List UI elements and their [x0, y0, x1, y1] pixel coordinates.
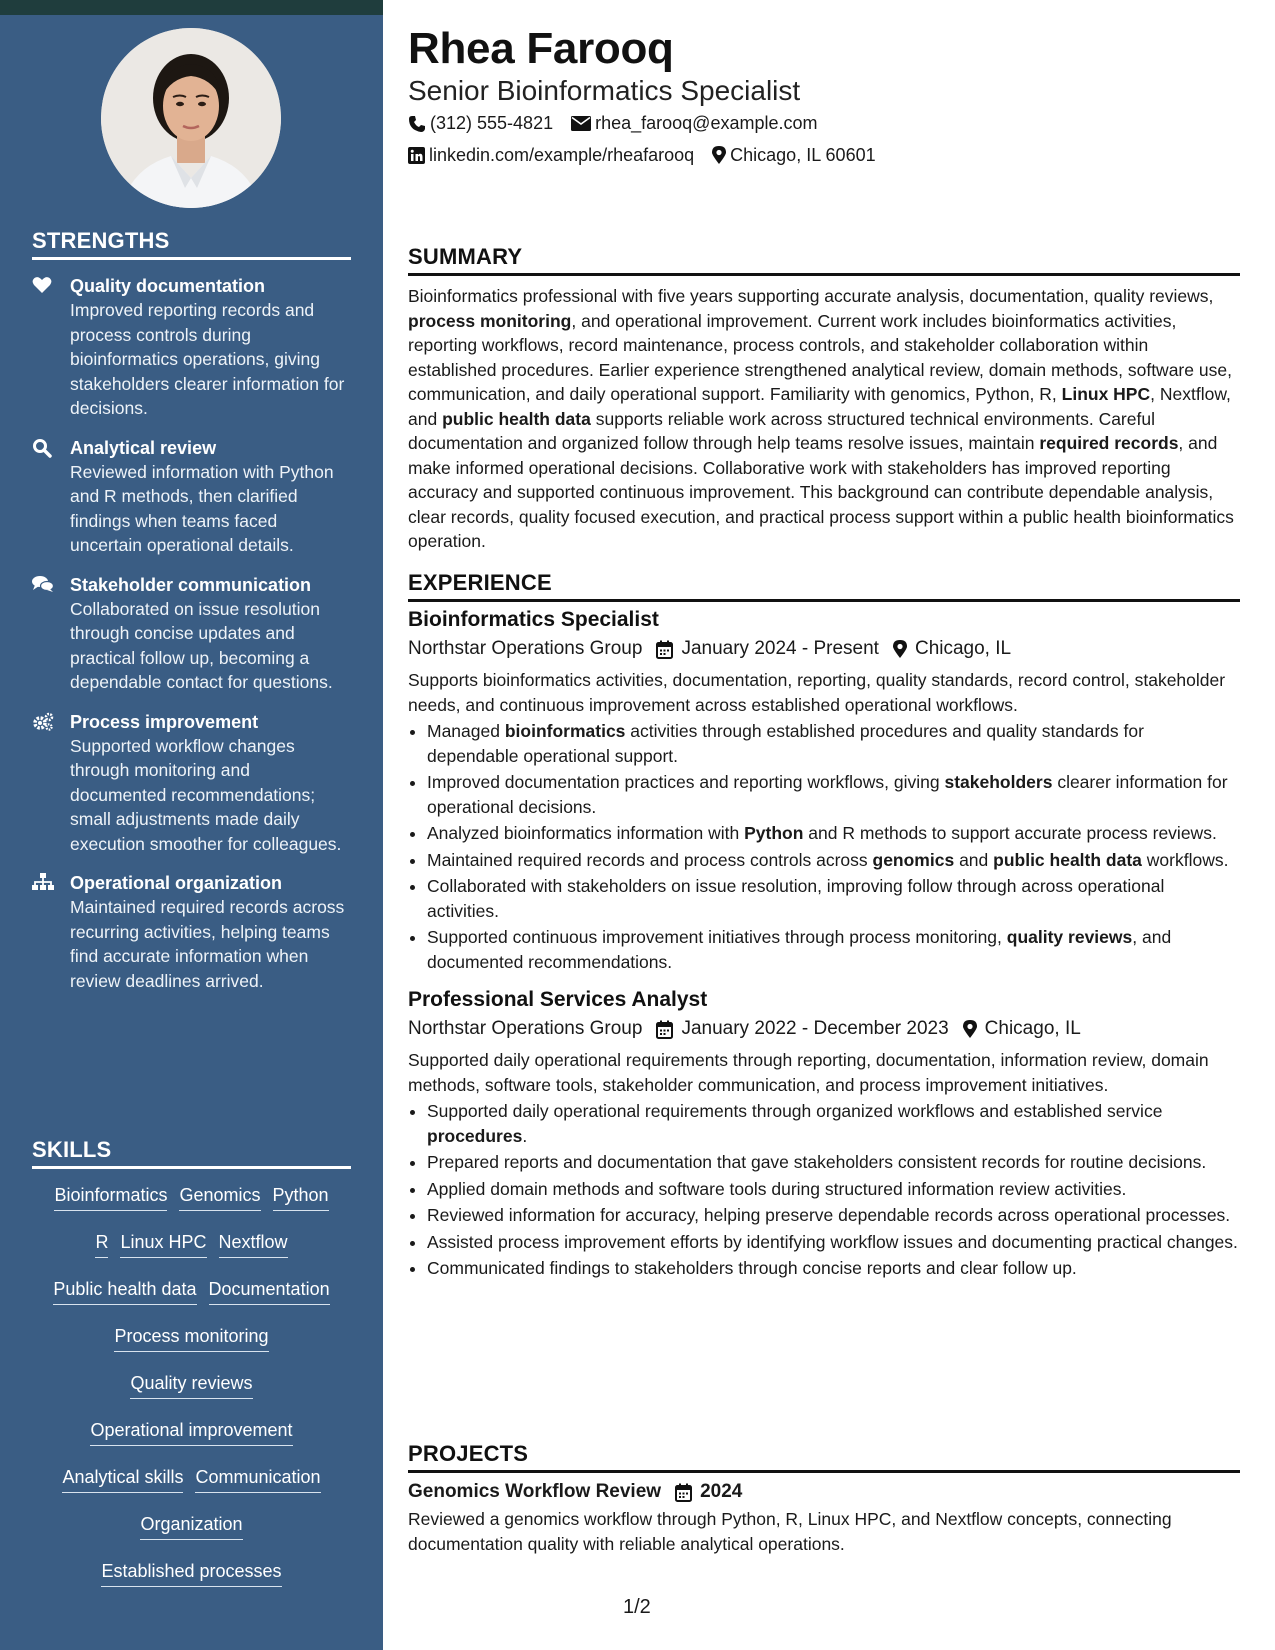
- text-run: workflows.: [1141, 849, 1229, 870]
- skill-chip: Nextflow: [219, 1230, 288, 1258]
- phone-icon: [408, 115, 426, 133]
- job-bullets: [408, 1099, 1240, 1281]
- strength-desc: Collaborated on issue resolution through concise updates and practical follow up, becoming a dependable contact for questions.: [70, 598, 333, 692]
- page-number: 1/2: [623, 1596, 651, 1618]
- text-run: , and make informed operational decisions. Collaborative work with stakeholders has improved reporting accuracy and supported continuous improvement. This background can contribute dependable analysis, clear records, quality focused execution, and practical process support within a public health bioinformatics operation.: [408, 433, 1234, 551]
- calendar-icon: [656, 1020, 673, 1039]
- job-entry: [408, 608, 1240, 974]
- profile-photo: [101, 28, 281, 208]
- jobs-list: [408, 608, 1240, 1281]
- strength-title: Analytical review: [70, 437, 217, 458]
- strength-item: [32, 871, 351, 993]
- sidebar: [0, 0, 383, 1650]
- job-location: Chicago, IL: [963, 1018, 1081, 1040]
- map-pin-icon: [712, 146, 726, 165]
- strength-item: [32, 573, 351, 695]
- skill-chip: Genomics: [179, 1183, 260, 1211]
- phone-contact[interactable]: [408, 113, 553, 134]
- projects-heading: PROJECTS: [408, 1441, 1240, 1473]
- job-bullet: [427, 719, 1240, 768]
- job-bullet: [427, 1177, 1240, 1202]
- text-run: Supported continuous improvement initiatives through process monitoring,: [427, 927, 1007, 947]
- strength-item: [32, 710, 351, 857]
- skill-chip: Quality reviews: [130, 1371, 252, 1399]
- skill-chip: Linux HPC: [120, 1230, 206, 1258]
- text-run: Reviewed information for accuracy, helping preserve dependable records across operational processes.: [427, 1205, 1231, 1225]
- summary-text: [408, 284, 1240, 554]
- text-run: Collaborated with stakeholders on issue resolution, improving follow through across operational activities.: [427, 876, 1165, 921]
- job-entry: [408, 988, 1240, 1281]
- job-meta: [408, 638, 1240, 660]
- skill-chip: R: [95, 1230, 108, 1258]
- bold-keyword: required records: [1039, 433, 1179, 453]
- skill-chip: Public health data: [53, 1277, 196, 1305]
- linkedin-icon: [408, 147, 425, 164]
- skills-section: [32, 1137, 351, 1606]
- strength-desc: Supported workflow changes through monitoring and documented recommendations; small adjustments made daily execution smoother for colleagues.: [70, 735, 342, 854]
- project-entry: [408, 1481, 1240, 1556]
- org-chart-icon: [32, 871, 54, 993]
- job-bullet: [427, 1256, 1240, 1281]
- strength-title: Process improvement: [70, 711, 259, 732]
- project-date: 2024: [675, 1481, 742, 1503]
- skill-chip: Analytical skills: [62, 1465, 183, 1493]
- experience-heading: EXPERIENCE: [408, 570, 1240, 602]
- skill-chip: Established processes: [101, 1559, 281, 1587]
- bold-keyword: genomics: [872, 849, 955, 870]
- skill-chip: Bioinformatics: [54, 1183, 167, 1211]
- strength-title: Operational organization: [70, 873, 283, 893]
- sidebar-top-bar: [0, 0, 383, 15]
- strength-desc: Maintained required records across recurring activities, helping teams find accurate information when review deadlines arrived.: [70, 897, 345, 991]
- project-title: Genomics Workflow Review 2024: [408, 1481, 743, 1502]
- contact-row-1: [408, 113, 835, 134]
- job-bullet: [427, 770, 1240, 819]
- skills-row: [32, 1277, 351, 1324]
- skills-row: [32, 1465, 351, 1512]
- skills-list: [32, 1183, 351, 1606]
- chat-icon: [32, 573, 54, 695]
- strength-item: [32, 436, 351, 558]
- job-bullet: [427, 848, 1240, 873]
- strength-desc: Improved reporting records and process controls during bioinformatics operations, giving stakeholders clearer information for decisions.: [70, 300, 345, 418]
- text-run: , and documented recommendations.: [427, 927, 1172, 972]
- skills-row: [32, 1512, 351, 1559]
- text-run: , Nextflow, and: [408, 384, 1231, 429]
- skill-chip: Documentation: [209, 1277, 330, 1305]
- text-run: Prepared reports and documentation that gave stakeholders consistent records for routine decisions.: [427, 1152, 1207, 1172]
- job-title: Professional Services Analyst: [408, 988, 708, 1011]
- calendar-icon: [675, 1483, 692, 1502]
- candidate-role: Senior Bioinformatics Specialist: [408, 75, 801, 106]
- text-run: Bioinformatics professional with five years supporting accurate analysis, documentation, quality reviews,: [408, 286, 1214, 306]
- envelope-icon: [571, 116, 591, 131]
- job-bullet: [427, 1099, 1240, 1148]
- job-bullet: [427, 925, 1240, 974]
- location-contact: [712, 145, 875, 166]
- strengths-section: [32, 228, 351, 1008]
- skills-row: [32, 1371, 351, 1418]
- calendar-icon: [656, 640, 673, 659]
- job-company: Northstar Operations Group: [408, 1018, 643, 1039]
- project-desc: Reviewed a genomics workflow through Python, R, Linux HPC, and Nextflow concepts, connecting documentation quality with reliable analytical operations.: [408, 1509, 1172, 1554]
- job-title: Bioinformatics Specialist: [408, 608, 659, 631]
- bold-keyword: bioinformatics: [504, 721, 626, 741]
- skills-row: [32, 1418, 351, 1465]
- job-bullet: [427, 874, 1240, 923]
- skill-chip: Process monitoring: [114, 1324, 268, 1352]
- job-bullets: [408, 719, 1240, 974]
- skills-row: [32, 1183, 351, 1230]
- phone-text: (312) 555-4821: [430, 113, 554, 133]
- job-intro: Supports bioinformatics activities, documentation, reporting, quality standards, record control, stakeholder needs, and continuous improvement across established operational workflows.: [408, 670, 1226, 715]
- skills-row: [32, 1230, 351, 1277]
- text-run: Analyzed bioinformatics information with: [427, 823, 745, 843]
- skills-heading: SKILLS: [32, 1137, 351, 1169]
- text-run: and R methods to support accurate process reviews.: [803, 823, 1217, 843]
- contact-row-2: [408, 145, 894, 166]
- job-meta: [408, 1018, 1240, 1040]
- text-run: Managed: [427, 721, 505, 741]
- bold-keyword: stakeholders: [944, 772, 1053, 792]
- bold-keyword: Python: [744, 823, 804, 843]
- text-run: Improved documentation practices and reporting workflows, giving: [427, 772, 945, 792]
- job-bullet: [427, 1150, 1240, 1175]
- job-dates: January 2024 - Present: [656, 638, 879, 660]
- job-dates: January 2022 - December 2023: [656, 1018, 948, 1040]
- search-icon: [32, 436, 54, 558]
- linkedin-contact[interactable]: [408, 145, 694, 166]
- email-contact[interactable]: [571, 113, 817, 134]
- strength-item: [32, 274, 351, 421]
- bold-keyword: Linux HPC: [1061, 384, 1151, 404]
- skill-chip: Organization: [140, 1512, 242, 1540]
- bold-keyword: procedures: [427, 1125, 523, 1146]
- email-text: rhea_farooq@example.com: [595, 113, 818, 133]
- job-location: Chicago, IL: [893, 638, 1011, 660]
- map-pin-icon: [963, 1020, 977, 1039]
- bold-keyword: quality reviews: [1006, 927, 1133, 947]
- text-run: clearer information for operational decisions.: [427, 772, 1228, 817]
- text-run: .: [522, 1125, 528, 1146]
- job-bullet: [427, 1230, 1240, 1255]
- strength-title: Quality documentation: [70, 276, 266, 296]
- text-run: Maintained required records and process controls across: [427, 849, 873, 870]
- text-run: and: [954, 849, 994, 870]
- text-run: supports reliable work across structured technical environments. Careful documentation and organized follow through help teams resolve issues, maintain: [408, 408, 1155, 453]
- strength-desc: Reviewed information with Python and R methods, then clarified findings when teams faced uncertain operational details.: [70, 461, 334, 555]
- strength-title: Stakeholder communication: [70, 574, 312, 595]
- linkedin-text: linkedin.com/example/rheafarooq: [429, 145, 695, 165]
- heart-icon: [32, 274, 54, 421]
- job-bullet: [427, 1203, 1240, 1228]
- text-run: Supported daily operational requirements through organized workflows and established service: [427, 1101, 1163, 1121]
- strengths-heading: STRENGTHS: [32, 228, 351, 260]
- job-intro: Supported daily operational requirements through reporting, documentation, information review, domain methods, software tools, stakeholder communication, and process improvement initiatives.: [408, 1050, 1209, 1095]
- bold-keyword: public health data: [993, 849, 1142, 870]
- skill-chip: Communication: [195, 1465, 320, 1493]
- skill-chip: Operational improvement: [90, 1418, 292, 1446]
- bold-keyword: process monitoring: [408, 310, 572, 331]
- job-bullet: [427, 821, 1240, 846]
- text-run: activities through established procedures and quality standards for dependable operational support.: [427, 721, 1144, 766]
- gears-icon: [32, 710, 54, 857]
- map-pin-icon: [893, 640, 907, 659]
- skills-row: [32, 1559, 351, 1606]
- candidate-name: Rhea Farooq: [408, 24, 674, 73]
- summary-section: [408, 244, 1240, 554]
- job-company: Northstar Operations Group: [408, 638, 643, 659]
- location-text: Chicago, IL 60601: [730, 145, 876, 165]
- text-run: , and operational improvement. Current work includes bioinformatics activities, reporting workflows, record maintenance, process controls, and stakeholder collaboration within established procedures. Earlier experience strengthened analytical review, domain methods, software use, communication, and daily operational support. Familiarity with genomics, Python, R,: [408, 310, 1232, 404]
- experience-section: [408, 570, 1240, 1283]
- skills-row: [32, 1324, 351, 1371]
- text-run: Assisted process improvement efforts by identifying workflow issues and documenting practical changes.: [427, 1231, 1238, 1252]
- projects-section: [408, 1441, 1240, 1556]
- bold-keyword: public health data: [442, 408, 591, 429]
- summary-heading: SUMMARY: [408, 244, 1240, 276]
- text-run: Communicated findings to stakeholders through concise reports and clear follow up.: [427, 1258, 1077, 1278]
- projects-list: [408, 1481, 1240, 1556]
- text-run: Applied domain methods and software tools during structured information review activities.: [427, 1178, 1127, 1199]
- skill-chip: Python: [273, 1183, 329, 1211]
